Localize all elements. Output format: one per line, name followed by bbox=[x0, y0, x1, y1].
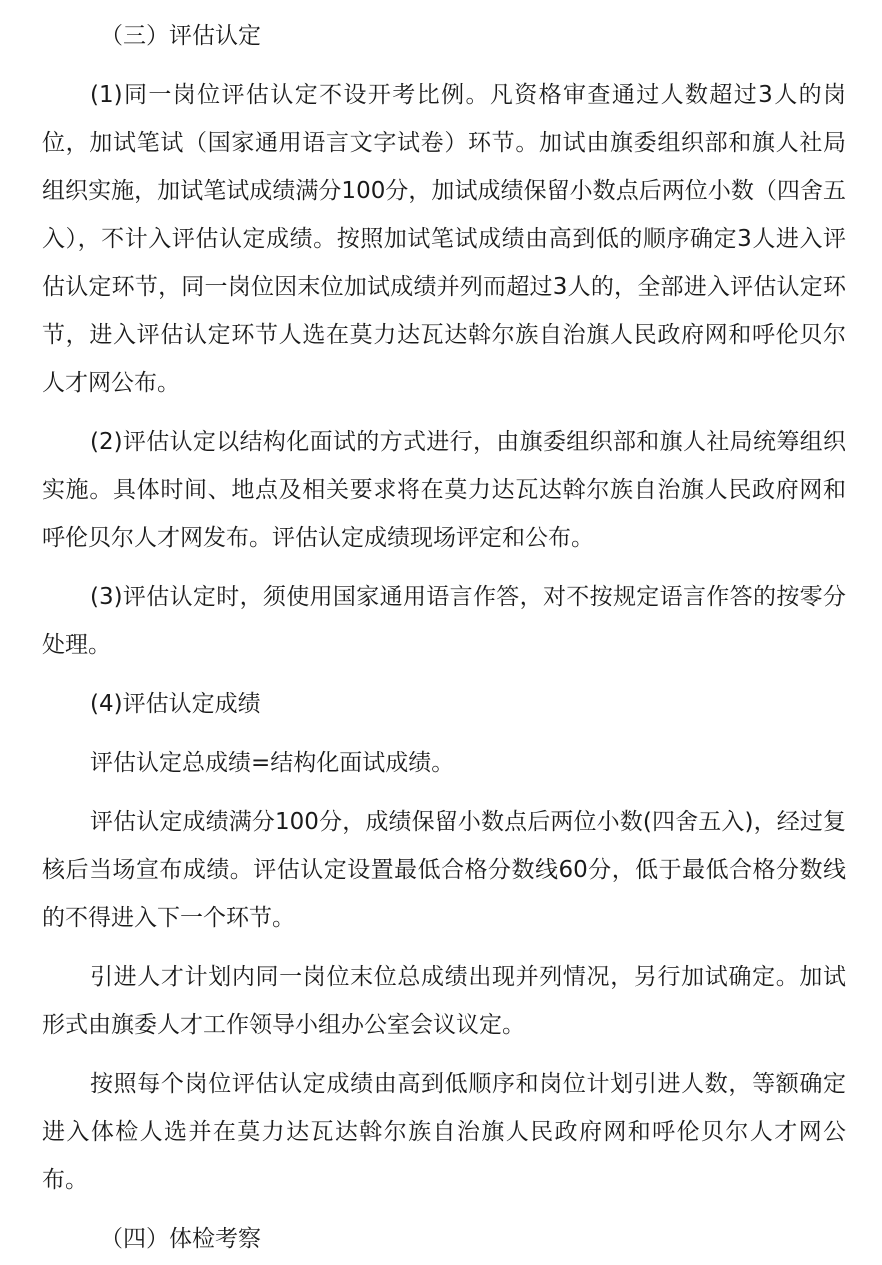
paragraph-tie-rule: 引进人才计划内同一岗位末位总成绩出现并列情况，另行加试确定。加试形式由旗委人才工作领导小组办公室会议议定。 bbox=[42, 964, 846, 1038]
paragraph-language-requirement: (3)评估认定时，须使用国家通用语言作答，对不按规定语言作答的按零分处理。 bbox=[42, 584, 846, 658]
paragraph-score-rules: 评估认定成绩满分100分，成绩保留小数点后两位小数(四舍五入)，经过复核后当场宣布成绩。评估认定设置最低合格分数线60分，低于最低合格分数线的不得进入下一个环节。 bbox=[42, 809, 846, 931]
section-heading-evaluation: （三）评估认定 bbox=[100, 23, 261, 49]
paragraph-score-heading: (4)评估认定成绩 bbox=[90, 691, 261, 717]
paragraph-physical-exam-selection: 按照每个岗位评估认定成绩由高到低顺序和岗位计划引进人数，等额确定进入体检人选并在莫力达瓦达斡尔族自治旗人民政府网和呼伦贝尔人才网公布。 bbox=[42, 1071, 846, 1193]
paragraph-total-score-formula: 评估认定总成绩=结构化面试成绩。 bbox=[90, 750, 455, 776]
paragraph-structured-interview: (2)评估认定以结构化面试的方式进行，由旗委组织部和旗人社局统筹组织实施。具体时间、地点及相关要求将在莫力达瓦达斡尔族自治旗人民政府网和呼伦贝尔人才网发布。评估认定成绩现场评定和公布。 bbox=[42, 429, 846, 551]
paragraph-written-test: (1)同一岗位评估认定不设开考比例。凡资格审查通过人数超过3人的岗位，加试笔试（国家通用语言文字试卷）环节。加试由旗委组织部和旗人社局组织实施，加试笔试成绩满分100分，加试成绩保留小数点后两位小数（四舍五入），不计入评估认定成绩。按照加试笔试成绩由高到低的顺序确定3人进入评估认定环节，同一岗位因末位加试成绩并列而超过3人的，全部进入评估认定环节，进入评估认定环节人选在莫力达瓦达斡尔族自治旗人民政府网和呼伦贝尔人才网公布。 bbox=[42, 82, 846, 396]
section-heading-physical-exam: （四）体检考察 bbox=[100, 1226, 261, 1252]
document-body bbox=[42, 12, 846, 1263]
